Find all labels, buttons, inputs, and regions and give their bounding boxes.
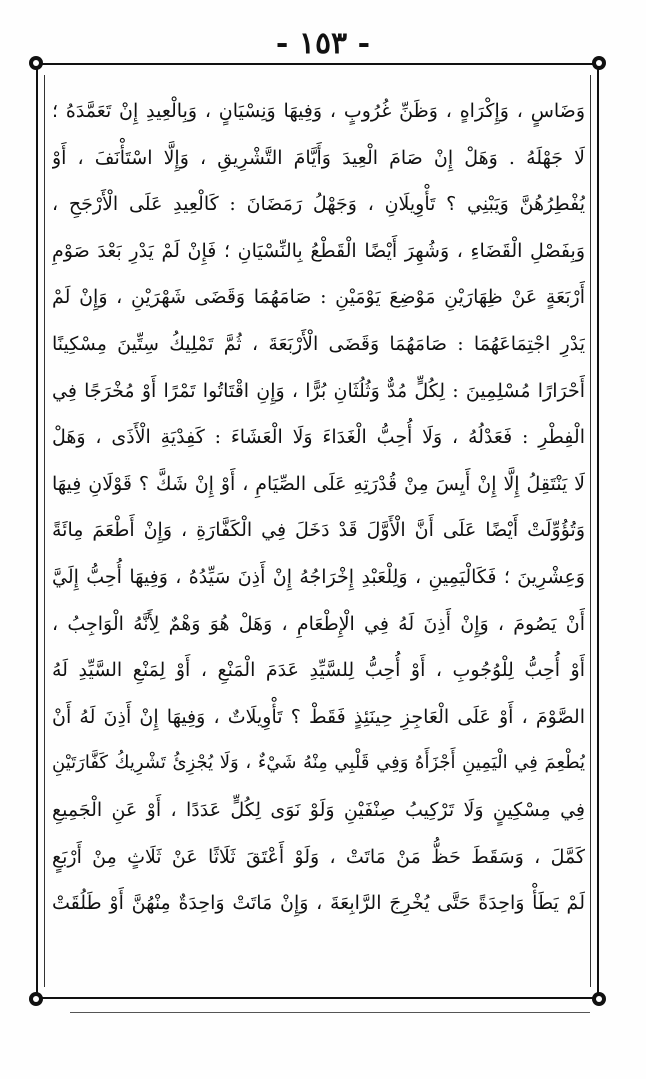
text-line: لَمْ يَطَأْ وَاحِدَةً حَتَّى يُخْرِجَ الرَّابِعَةَ ، وَإِنْ مَاتَتْ وَاحِدَةٌ مِنْهُنَّ أَوْ طَلُقَتْ <box>52 892 585 915</box>
text-line: فِي مِسْكِينٍ وَلَا تَرْكِيبُ صِنْفَيْنِ وَلَوْ نَوَى لِكُلٍّ عَدَدًا ، أَوْ عَنِ الْجَمِيعِ <box>52 798 585 821</box>
text-line: الْفِطْرِ : فَعَدْلُهُ ، وَلَا أُحِبُّ الْغَدَاءَ وَلَا الْعَشَاءَ : كَفِدْيَةِ الْأَذَى ، وَهَلْ <box>52 426 585 449</box>
text-line: كَمَّلَ ، وَسَقَطَ حَظُّ مَنْ مَاتَتْ ، وَلَوْ أَعْتَقَ ثَلَاثًا عَنْ ثَلَاثٍ مِنْ أَرْبَعٍ <box>52 845 585 868</box>
text-line: يَدْرِ اجْتِمَاعَهُمَا : صَامَهُمَا وَقَضَى الْأَرْبَعَةَ ، ثُمَّ تَمْلِيكُ سِتِّينَ مِسْكِينًا <box>52 332 585 355</box>
frame-left-rule <box>36 63 38 999</box>
corner-ornament-icon <box>29 992 43 1006</box>
text-line: الصَّوْمَ ، أَوْ عَلَى الْعَاجِزِ حِينَئِذٍ فَقَطْ ؟ تَأْوِيلَاتٌ ، وَفِيهَا إِنْ أَذِنَ لَهُ أَنْ <box>52 705 585 728</box>
body-text <box>52 88 585 927</box>
text-line: يُفْطِرُهُنَّ وَيَبْنِي ؟ تَأْوِيلَانِ ، وَجَهْلُ رَمَضَانَ : كَالْعِيدِ عَلَى الْأَرْجَحِ ، <box>52 193 585 216</box>
footer-rule <box>70 1012 590 1013</box>
frame-bottom-rule <box>36 997 599 999</box>
frame-inner-left-rule <box>44 75 45 987</box>
text-line: يُطْعِمَ فِي الْيَمِينِ أَجْزَأَهُ وَفِي قَلْبِي مِنْهُ شَيْءٌ ، وَلَا يُجْزِئُ تَشْرِيكُ كَفَّارَتَيْنِ <box>52 752 585 774</box>
text-line: أَحْرَارًا مُسْلِمِينَ : لِكُلٍّ مُدٌّ وَثُلُثَانِ بُرًّا ، وَإِنِ اقْتَاتُوا تَمْرًا أَوْ مُخْرَجًا فِي <box>52 379 585 402</box>
text-line: أَوْ أُحِبُّ لِلْوُجُوبِ ، أَوْ أُحِبُّ لِلسَّيِّدِ عَدَمَ الْمَنْعِ ، أَوْ لِمَنْعِ السَّيِّدِ لَهُ <box>52 659 585 682</box>
text-line: وَبِفَصْلِ الْقَضَاءِ ، وَشُهِرَ أَيْضًا الْقَطْعُ بِالنِّسْيَانِ ؛ فَإِنْ لَمْ يَدْرِ بَعْدَ صَوْمِ <box>52 239 585 262</box>
text-line: أَنْ يَصُومَ ، وَإِنْ أَذِنَ لَهُ فِي الْإِطْعَامِ ، وَهَلْ هُوَ وَهْمٌ لِأَنَّهُ الْوَاجِبُ ، <box>52 612 585 635</box>
corner-ornament-icon <box>29 56 43 70</box>
text-line: وَتُؤُوِّلَتْ أَيْضًا عَلَى أَنَّ الْأَوَّلَ قَدْ دَخَلَ فِي الْكَفَّارَةِ ، وَإِنْ أَطْعَمَ مِائَةً <box>52 519 585 542</box>
text-line: لَا يَنْتَقِلُ إِلَّا إِنْ أَيِسَ مِنْ قُدْرَتِهِ عَلَى الصِّيَامِ ، أَوْ إِنْ شَكَّ ؟ قَوْلَانِ فِيهَا <box>52 472 585 495</box>
corner-ornament-icon <box>592 56 606 70</box>
text-line: أَرْبَعَةٍ عَنْ ظِهَارَيْنِ مَوْضِعَ يَوْمَيْنِ : صَامَهُمَا وَقَضَى شَهْرَيْنِ ، وَإِنْ لَمْ <box>52 286 585 309</box>
frame-inner-right-rule <box>590 75 591 987</box>
text-line: وَضَاسٍ ، وَإِكْرَاهٍ ، وَظَنِّ غُرُوبٍ ، وَفِيهَا وَنِسْيَانٍ ، وَبِالْعِيدِ إِنْ تَعَمَّدَهُ ؛ <box>52 100 585 122</box>
corner-ornament-icon <box>592 992 606 1006</box>
frame-right-rule <box>597 63 599 999</box>
text-line: لَا جَهْلَهُ . وَهَلْ إِنْ صَامَ الْعِيدَ وَأَيَّامَ التَّشْرِيقِ ، وَإِلَّا اسْتَأْنَفَ ، أَوْ <box>52 146 585 169</box>
page-number: - ١٥٣ - <box>275 26 371 61</box>
frame-top-rule <box>36 63 599 65</box>
text-line: وَعِشْرِينَ ؛ فَكَالْيَمِينِ ، وَلِلْعَبْدِ إِخْرَاجُهُ إِنْ أَذِنَ سَيِّدُهُ ، وَفِيهَا أُحِبُّ إِلَيَّ <box>52 565 585 588</box>
